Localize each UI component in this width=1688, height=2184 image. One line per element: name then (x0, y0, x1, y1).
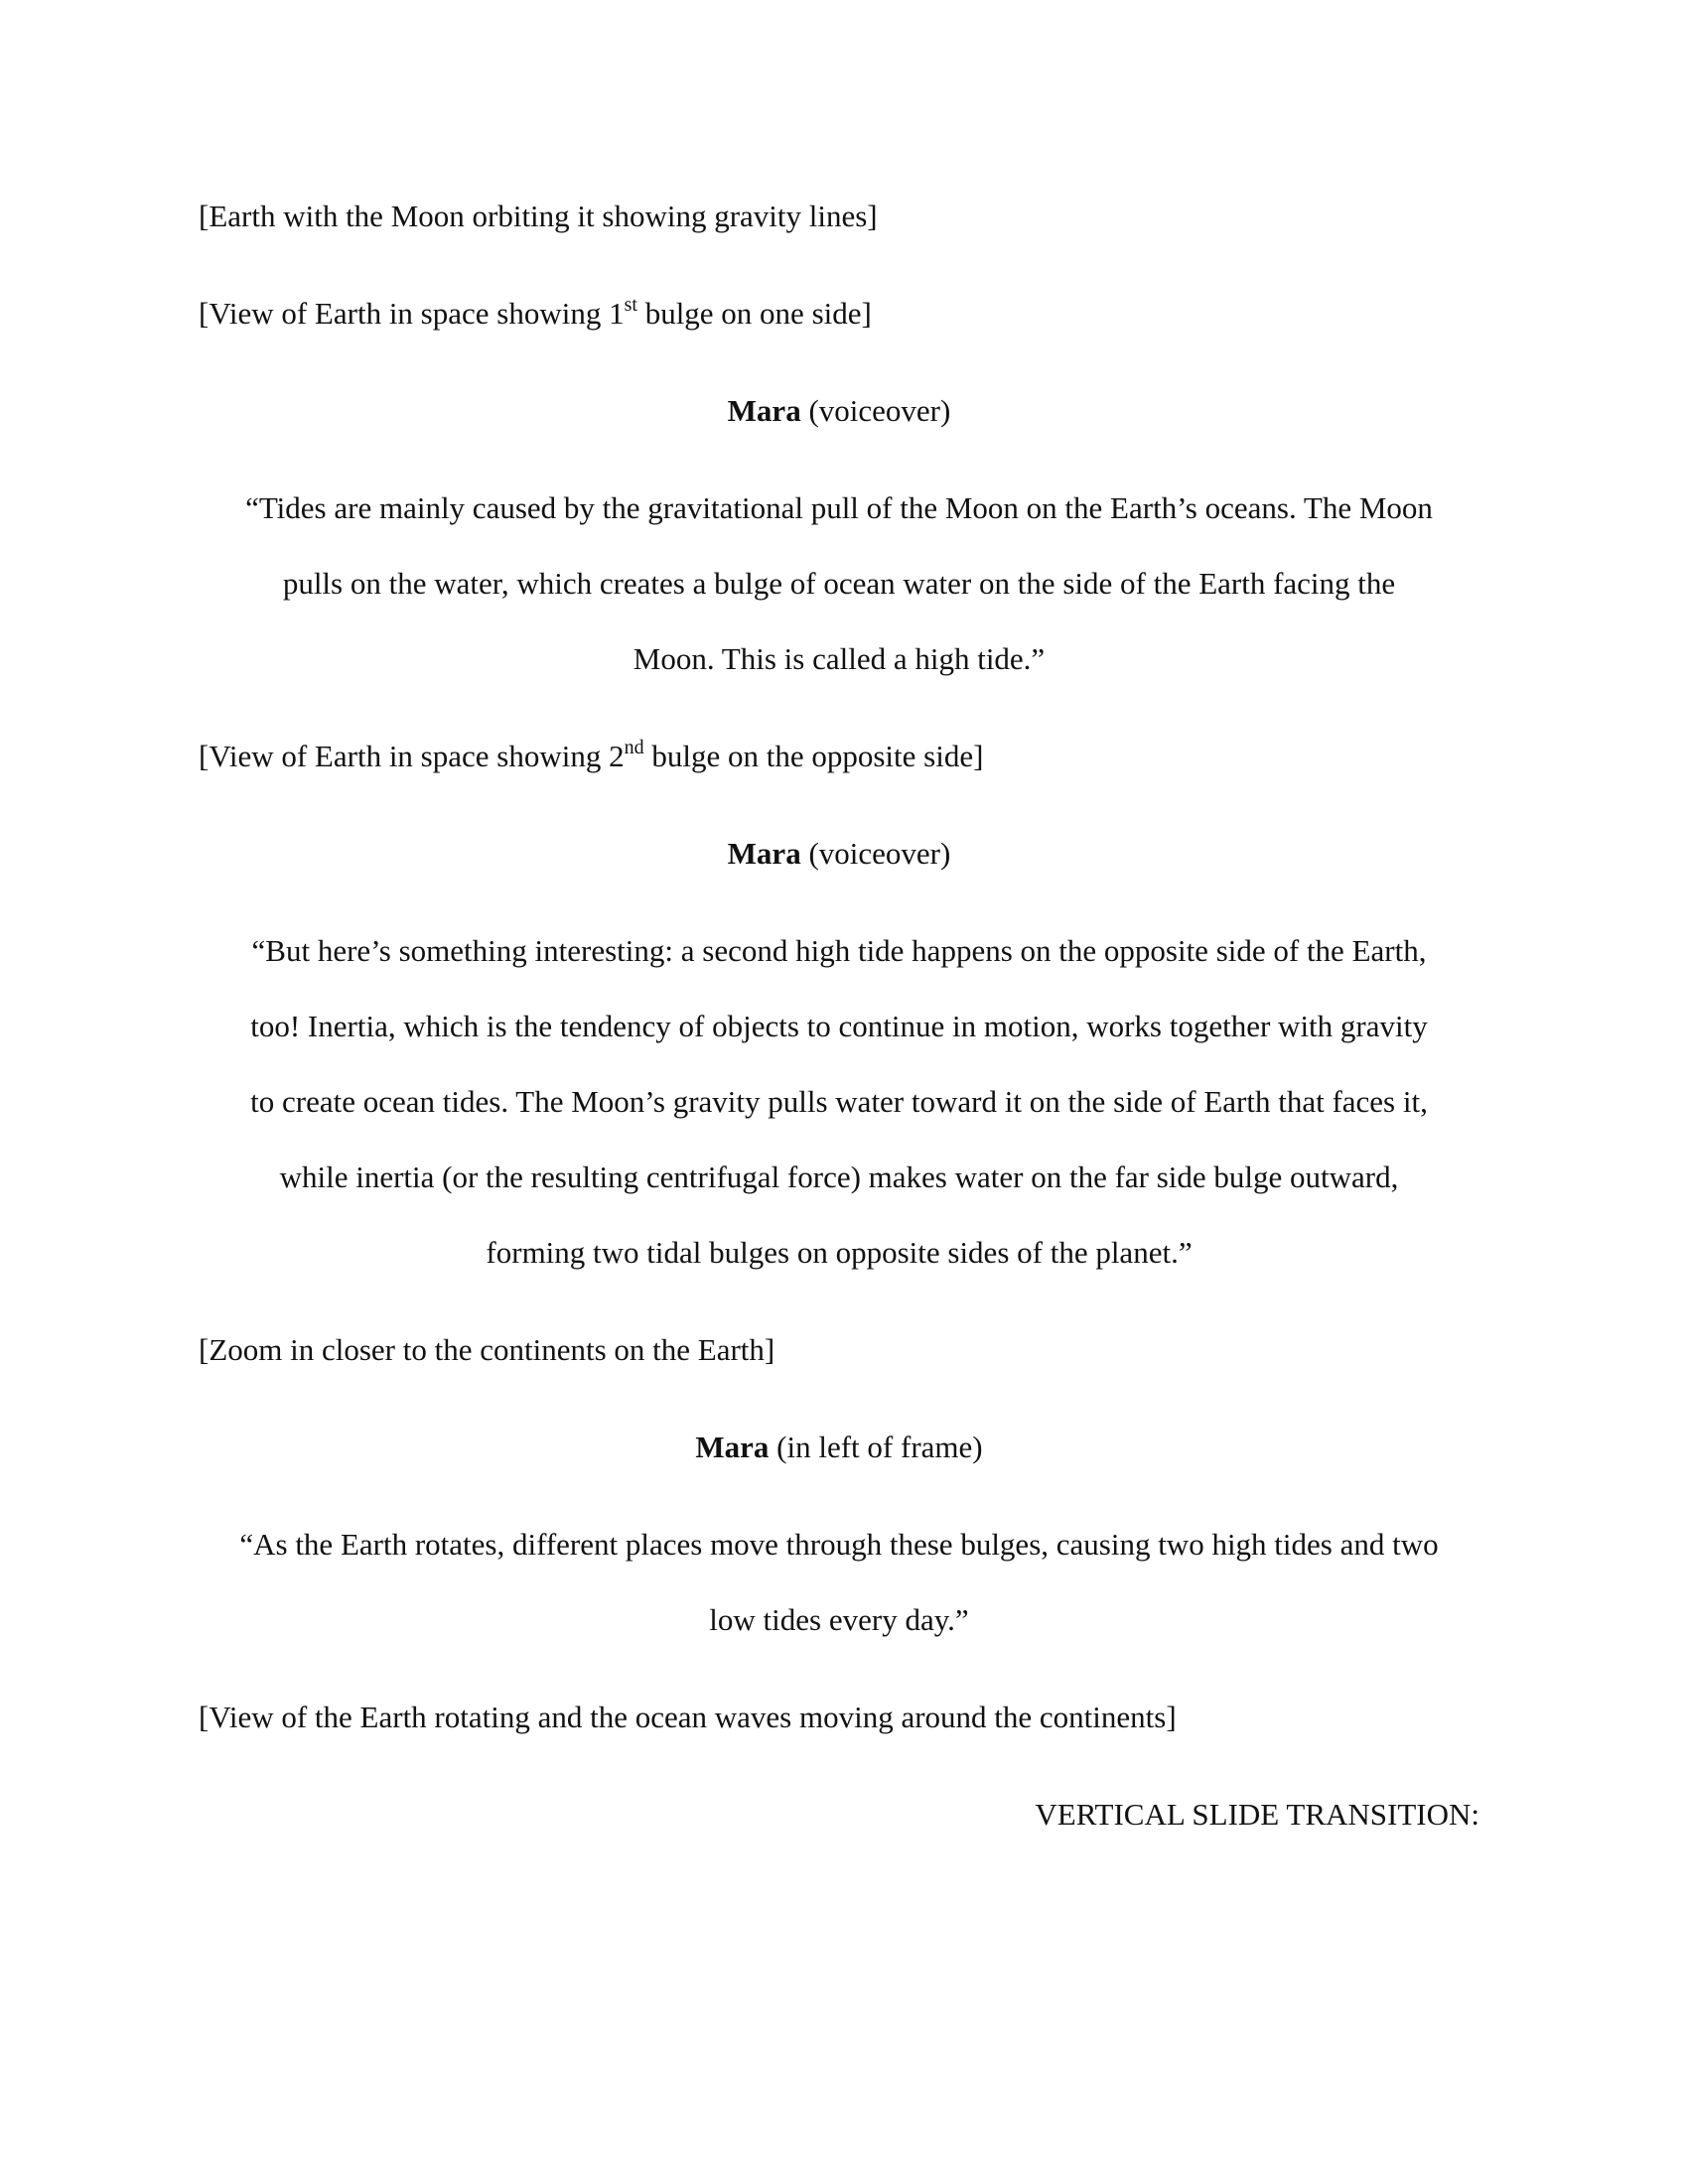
character-note: (voiceover) (800, 393, 951, 428)
speaker-heading (199, 816, 1479, 891)
speaker-heading (199, 373, 1479, 449)
dialogue-line: Moon. This is called a high tide.” (633, 641, 1046, 676)
scene-direction-zoom-continents: [Zoom in closer to the continents on the Earth] (199, 1332, 775, 1367)
ordinal-suffix: nd (624, 737, 644, 758)
scene-direction-text: [View of Earth in space showing 1 (199, 296, 625, 331)
scene-direction-text: bulge on the opposite side] (643, 739, 984, 773)
dialogue-line: “Tides are mainly caused by the gravitational pull of the Moon on the Earth’s oceans. The Moon (245, 490, 1433, 525)
scene-direction-text: bulge on one side] (636, 296, 872, 331)
character-name: Mara (695, 1430, 770, 1464)
character-note: (in left of frame) (769, 1430, 983, 1464)
transition-label: VERTICAL SLIDE TRANSITION: (1035, 1797, 1479, 1832)
dialogue-line: low tides every day.” (709, 1602, 969, 1637)
scene-direction-earth-moon-gravity: [Earth with the Moon orbiting it showing gravity lines] (199, 199, 878, 233)
scene-direction-second-bulge (199, 719, 983, 794)
character-name: Mara (727, 393, 801, 428)
scene-direction-first-bulge (199, 276, 872, 351)
dialogue-line: forming two tidal bulges on opposite sides of the planet.” (486, 1235, 1193, 1270)
dialogue-line: while inertia (or the resulting centrifugal force) makes water on the far side bulge outward, (279, 1160, 1399, 1194)
character-name: Mara (727, 836, 801, 871)
scene-direction-text: [View of Earth in space showing 2 (199, 739, 625, 773)
dialogue-line: “But here’s something interesting: a second high tide happens on the opposite side of the Earth, (251, 933, 1427, 968)
dialogue-line: “As the Earth rotates, different places move through these bulges, causing two high tides and two (239, 1527, 1439, 1562)
speaker-heading (199, 1410, 1479, 1485)
dialogue-line: pulls on the water, which creates a bulge of ocean water on the side of the Earth facing the (282, 566, 1396, 601)
character-note: (voiceover) (800, 836, 951, 871)
dialogue-line: to create ocean tides. The Moon’s gravity pulls water toward it on the side of Earth that faces it, (250, 1084, 1428, 1119)
scene-direction-earth-rotating: [View of the Earth rotating and the ocean waves moving around the continents] (199, 1700, 1177, 1734)
dialogue-line: too! Inertia, which is the tendency of objects to continue in motion, works together with gravity (250, 1009, 1428, 1043)
ordinal-suffix: st (624, 294, 637, 316)
